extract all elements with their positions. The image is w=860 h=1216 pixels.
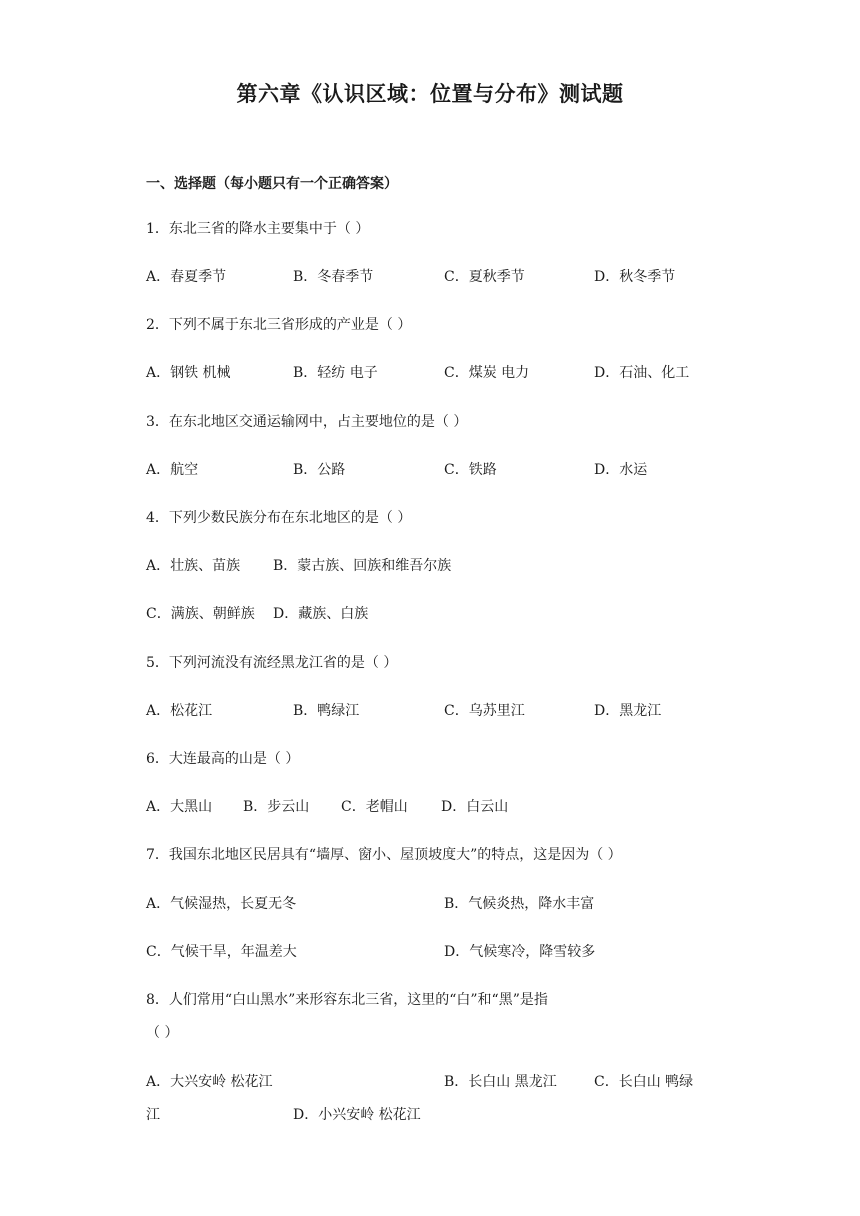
question-7-stem: 7．我国东北地区民居具有“墙厚、窗小、屋顶坡度大”的特点，这是因为（ ） — [146, 847, 622, 863]
question-7-option-d: D．气候寒冷，降雪较多 — [444, 944, 596, 960]
question-5-option-b: B．鸭绿江 — [293, 703, 360, 719]
question-3-option-a: A．航空 — [146, 462, 199, 478]
question-5-option-a: A．松花江 — [146, 703, 213, 719]
question-3-option-d: D．水运 — [594, 462, 648, 478]
question-5-option-d: D．黑龙江 — [594, 703, 662, 719]
question-8-option-c-wrap: 江 — [146, 1107, 160, 1123]
question-8-option-c: C．长白山 鸭绿 — [594, 1074, 694, 1090]
question-2-option-c: C．煤炭 电力 — [444, 365, 530, 381]
question-3-option-b: B．公路 — [293, 462, 346, 478]
question-7-option-c: C．气候干旱，年温差大 — [146, 944, 297, 960]
question-4-option-c: C．满族、朝鲜族 — [146, 606, 255, 622]
question-4-option-b: B．蒙古族、回族和维吾尔族 — [273, 558, 452, 574]
question-8-stem-continuation: （ ） — [146, 1025, 179, 1041]
question-2-stem: 2．下列不属于东北三省形成的产业是（ ） — [146, 317, 412, 333]
question-8-stem: 8．人们常用“白山黑水”来形容东北三省，这里的“白”和“黑”是指 — [146, 992, 548, 1008]
question-1-option-d: D．秋冬季节 — [594, 269, 676, 285]
question-2-option-a: A．钢铁 机械 — [146, 365, 231, 381]
question-6-option-d: D．白云山 — [441, 799, 509, 815]
question-1-stem: 1．东北三省的降水主要集中于（ ） — [146, 221, 370, 237]
question-2-option-b: B．轻纺 电子 — [293, 365, 378, 381]
question-6-option-b: B．步云山 — [243, 799, 310, 815]
question-4-option-d: D．藏族、白族 — [273, 606, 369, 622]
question-4-stem: 4．下列少数民族分布在东北地区的是（ ） — [146, 510, 412, 526]
question-8-option-b: B．长白山 黑龙江 — [444, 1074, 557, 1090]
question-8-option-d: D．小兴安岭 松花江 — [293, 1107, 421, 1123]
section-heading: 一、选择题（每小题只有一个正确答案） — [146, 176, 398, 192]
question-6-stem: 6．大连最高的山是（ ） — [146, 751, 300, 767]
page-title: 第六章《认识区域：位置与分布》测试题 — [236, 82, 624, 106]
question-6-option-c: C．老帽山 — [341, 799, 408, 815]
question-8-option-a: A．大兴安岭 松花江 — [146, 1074, 273, 1090]
question-7-option-b: B．气候炎热，降水丰富 — [444, 896, 595, 912]
question-1-option-b: B．冬春季节 — [293, 269, 374, 285]
question-3-stem: 3．在东北地区交通运输网中，占主要地位的是（ ） — [146, 414, 468, 430]
question-5-stem: 5．下列河流没有流经黑龙江省的是（ ） — [146, 655, 398, 671]
question-4-option-a: A．壮族、苗族 — [146, 558, 241, 574]
question-3-option-c: C．铁路 — [444, 462, 497, 478]
question-6-option-a: A．大黑山 — [146, 799, 213, 815]
question-1-option-a: A．春夏季节 — [146, 269, 227, 285]
question-5-option-c: C．乌苏里江 — [444, 703, 525, 719]
question-2-option-d: D．石油、化工 — [594, 365, 690, 381]
question-1-option-c: C．夏秋季节 — [444, 269, 525, 285]
question-7-option-a: A．气候湿热，长夏无冬 — [146, 896, 297, 912]
